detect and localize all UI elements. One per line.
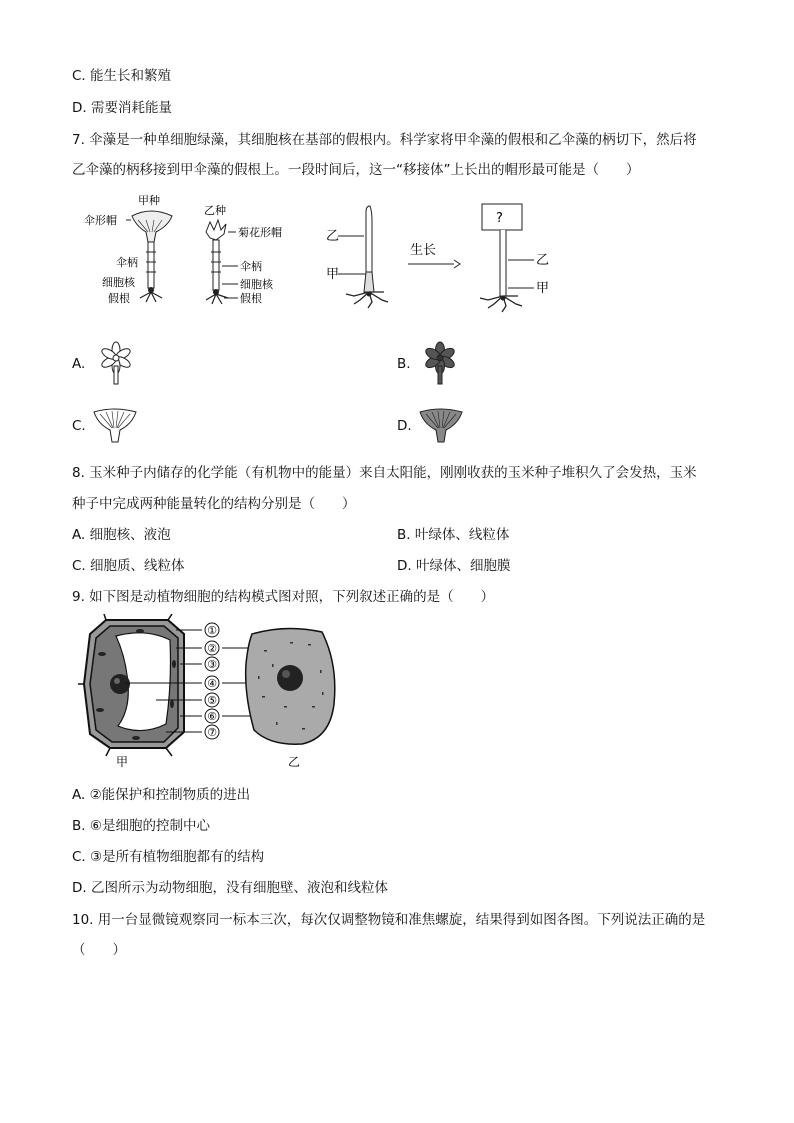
nucleus1-label: 细胞核: [102, 276, 135, 289]
q8-option-c[interactable]: C. 细胞质、线粒体: [72, 558, 185, 574]
q7-option-c[interactable]: C.: [72, 418, 86, 434]
result-jia-label: 甲: [536, 281, 550, 296]
q9-option-a[interactable]: A. ②能保护和控制物质的进出: [72, 787, 251, 803]
q8-text-line2: 种子中完成两种能量转化的结构分别是（ ）: [72, 496, 356, 512]
stalk1-label: 伞柄: [116, 256, 138, 269]
q8-option-d[interactable]: D. 叶绿体、细胞膜: [397, 558, 511, 574]
stalk2-label: 伞柄: [240, 260, 262, 273]
q8-option-a[interactable]: A. 细胞核、液泡: [72, 527, 171, 543]
label-4: ④: [207, 677, 217, 690]
graft-jia-label: 甲: [326, 267, 340, 282]
q9-cell-figure: [76, 614, 346, 774]
graft-yi-label: 乙: [326, 229, 340, 244]
label-2: ②: [207, 642, 217, 655]
chrysanthemum-dark-icon: [418, 340, 464, 386]
q7-option-d[interactable]: D.: [397, 418, 412, 434]
q7-text-line1: 7. 伞藻是一种单细胞绿藻，其细胞核在基部的假根内。科学家将甲伞藻的假根和乙伞藻的柄切下，然后将: [72, 132, 697, 148]
label-1: ①: [207, 624, 217, 637]
jia-label: 甲种: [138, 194, 160, 207]
nucleus2-label: 细胞核: [240, 278, 273, 291]
umbrella-dark-icon: [418, 406, 464, 446]
option-c-prev: C. 能生长和繁殖: [72, 68, 172, 84]
rhizoid2-label: 假根: [240, 292, 262, 305]
option-d-prev: D. 需要消耗能量: [72, 100, 172, 116]
result-yi-label: 乙: [536, 253, 550, 268]
q7-option-b[interactable]: B.: [397, 356, 411, 372]
label-3: ③: [207, 658, 217, 671]
umbrella-cap-label: 伞形帽: [84, 214, 117, 227]
chrysanthemum-cap-label: 菊花形帽: [238, 226, 282, 239]
q9-option-c[interactable]: C. ③是所有植物细胞都有的结构: [72, 849, 265, 865]
q9-option-d[interactable]: D. 乙图所示为动物细胞，没有细胞壁、液泡和线粒体: [72, 880, 388, 896]
label-5: ⑤: [207, 694, 217, 707]
plant-cell: [78, 614, 184, 756]
label-7: ⑦: [207, 726, 217, 739]
question-mark: ?: [496, 211, 503, 226]
umbrella-cap-icon: [132, 211, 172, 242]
q7-option-a[interactable]: A.: [72, 356, 86, 372]
animal-cell: [246, 628, 335, 744]
q7-figure: [76, 192, 556, 324]
q8-option-b[interactable]: B. 叶绿体、线粒体: [397, 527, 510, 543]
rhizoid1-label: 假根: [108, 292, 130, 305]
jia-cell-label: 甲: [115, 755, 129, 769]
yi-cell-label: 乙: [287, 755, 301, 769]
chrysanthemum-white-icon: [94, 340, 140, 386]
q9-option-b[interactable]: B. ⑥是细胞的控制中心: [72, 818, 210, 834]
q8-text-line1: 8. 玉米种子内储存的化学能（有机物中的能量）来自太阳能，刚刚收获的玉米种子堆积久了会发热，玉米: [72, 465, 697, 481]
grow-label: 生长: [410, 243, 437, 258]
chrysanthemum-cap-icon: [206, 220, 226, 240]
q10-text: 10. 用一台显微镜观察同一标本三次，每次仅调整物镜和准焦螺旋，结果得到如图各图。下列说法正确的是: [72, 912, 706, 928]
yi-label: 乙种: [204, 204, 226, 217]
q10-text-line2: （ ）: [72, 942, 126, 958]
q9-text: 9. 如下图是动植物细胞的结构模式图对照，下列叙述正确的是（ ）: [72, 589, 495, 605]
label-6: ⑥: [207, 710, 217, 723]
umbrella-white-icon: [92, 406, 138, 446]
q7-text-line2: 乙伞藻的柄移接到甲伞藻的假根上。一段时间后，这一“移接体”上长出的帽形最可能是（ ）: [72, 162, 640, 178]
